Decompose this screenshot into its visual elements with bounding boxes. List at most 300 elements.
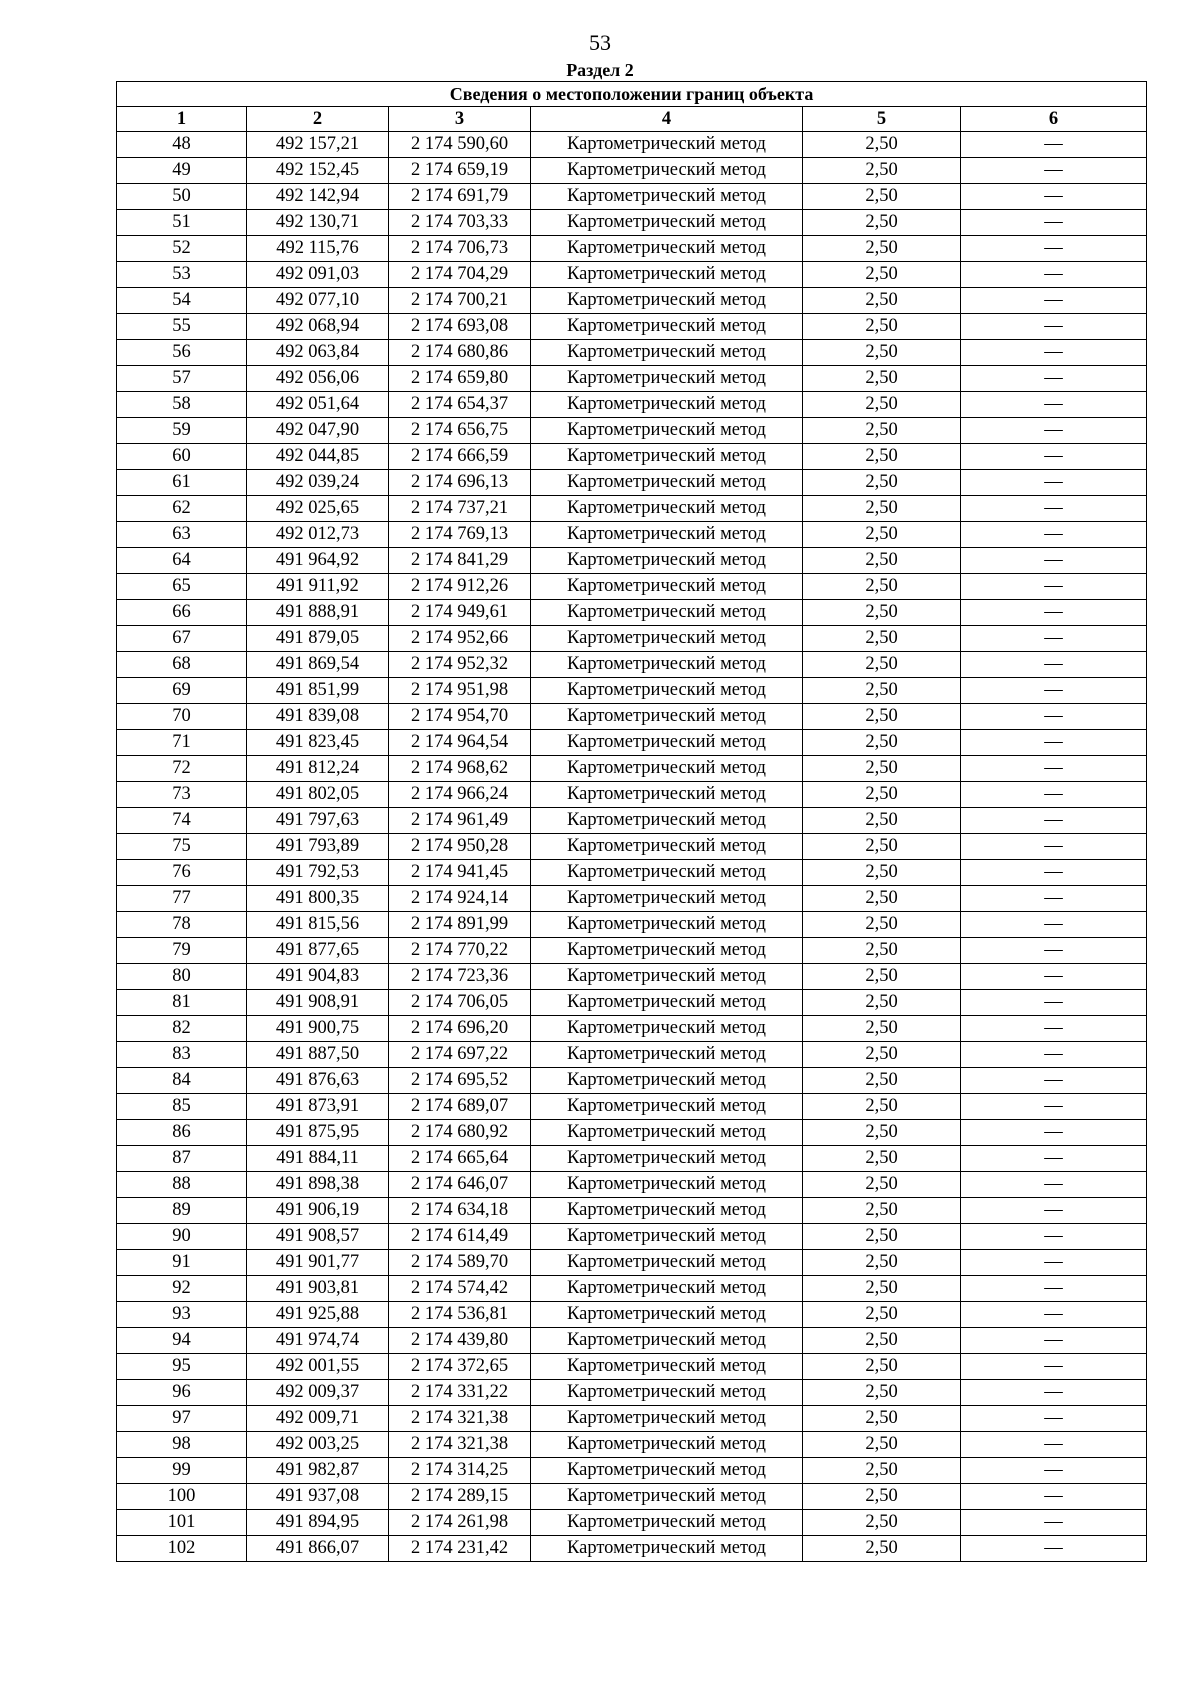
accuracy-cell: 2,50 <box>803 886 961 912</box>
accuracy-cell: 2,50 <box>803 1510 961 1536</box>
point-number-cell: 61 <box>117 470 247 496</box>
x-coordinate-cell: 492 047,90 <box>247 418 389 444</box>
y-coordinate-cell: 2 174 574,42 <box>389 1276 531 1302</box>
x-coordinate-cell: 492 152,45 <box>247 158 389 184</box>
description-cell: — <box>961 1328 1147 1354</box>
x-coordinate-cell: 492 003,25 <box>247 1432 389 1458</box>
point-number-cell: 78 <box>117 912 247 938</box>
description-cell: — <box>961 158 1147 184</box>
accuracy-cell: 2,50 <box>803 730 961 756</box>
description-cell: — <box>961 236 1147 262</box>
method-cell: Картометрический метод <box>531 860 803 886</box>
column-header: 3 <box>389 107 531 132</box>
accuracy-cell: 2,50 <box>803 1068 961 1094</box>
description-cell: — <box>961 1354 1147 1380</box>
table-row <box>117 236 1147 262</box>
point-number-cell: 51 <box>117 210 247 236</box>
description-cell: — <box>961 1484 1147 1510</box>
method-cell: Картометрический метод <box>531 548 803 574</box>
table-row <box>117 990 1147 1016</box>
table-row <box>117 964 1147 990</box>
point-number-cell: 73 <box>117 782 247 808</box>
x-coordinate-cell: 492 063,84 <box>247 340 389 366</box>
table-row <box>117 522 1147 548</box>
method-cell: Картометрический метод <box>531 236 803 262</box>
description-cell: — <box>961 1120 1147 1146</box>
accuracy-cell: 2,50 <box>803 1484 961 1510</box>
accuracy-cell: 2,50 <box>803 210 961 236</box>
x-coordinate-cell: 491 900,75 <box>247 1016 389 1042</box>
point-number-cell: 90 <box>117 1224 247 1250</box>
method-cell: Картометрический метод <box>531 1536 803 1562</box>
table-row <box>117 1380 1147 1406</box>
point-number-cell: 96 <box>117 1380 247 1406</box>
method-cell: Картометрический метод <box>531 262 803 288</box>
description-cell: — <box>961 1510 1147 1536</box>
accuracy-cell: 2,50 <box>803 1458 961 1484</box>
point-number-cell: 49 <box>117 158 247 184</box>
point-number-cell: 76 <box>117 860 247 886</box>
y-coordinate-cell: 2 174 614,49 <box>389 1224 531 1250</box>
x-coordinate-cell: 491 901,77 <box>247 1250 389 1276</box>
table-row <box>117 1536 1147 1562</box>
method-cell: Картометрический метод <box>531 1224 803 1250</box>
description-cell: — <box>961 704 1147 730</box>
y-coordinate-cell: 2 174 261,98 <box>389 1510 531 1536</box>
description-cell: — <box>961 600 1147 626</box>
table-row <box>117 548 1147 574</box>
point-number-cell: 91 <box>117 1250 247 1276</box>
accuracy-cell: 2,50 <box>803 1406 961 1432</box>
table-row <box>117 418 1147 444</box>
table-row <box>117 314 1147 340</box>
table-row <box>117 1484 1147 1510</box>
accuracy-cell: 2,50 <box>803 262 961 288</box>
table-row <box>117 1146 1147 1172</box>
method-cell: Картометрический метод <box>531 1250 803 1276</box>
accuracy-cell: 2,50 <box>803 1432 961 1458</box>
description-cell: — <box>961 548 1147 574</box>
description-cell: — <box>961 1146 1147 1172</box>
table-body <box>117 132 1147 1562</box>
accuracy-cell: 2,50 <box>803 158 961 184</box>
x-coordinate-cell: 491 888,91 <box>247 600 389 626</box>
x-coordinate-cell: 491 879,05 <box>247 626 389 652</box>
method-cell: Картометрический метод <box>531 1042 803 1068</box>
x-coordinate-cell: 491 851,99 <box>247 678 389 704</box>
table-row <box>117 1354 1147 1380</box>
x-coordinate-cell: 491 802,05 <box>247 782 389 808</box>
y-coordinate-cell: 2 174 691,79 <box>389 184 531 210</box>
method-cell: Картометрический метод <box>531 574 803 600</box>
point-number-cell: 64 <box>117 548 247 574</box>
accuracy-cell: 2,50 <box>803 704 961 730</box>
description-cell: — <box>961 1458 1147 1484</box>
table-row <box>117 340 1147 366</box>
table-row <box>117 1120 1147 1146</box>
method-cell: Картометрический метод <box>531 964 803 990</box>
accuracy-cell: 2,50 <box>803 1172 961 1198</box>
table-row <box>117 210 1147 236</box>
table-row <box>117 1458 1147 1484</box>
x-coordinate-cell: 491 911,92 <box>247 574 389 600</box>
accuracy-cell: 2,50 <box>803 912 961 938</box>
method-cell: Картометрический метод <box>531 990 803 1016</box>
table-row <box>117 730 1147 756</box>
description-cell: — <box>961 730 1147 756</box>
method-cell: Картометрический метод <box>531 912 803 938</box>
method-cell: Картометрический метод <box>531 1146 803 1172</box>
y-coordinate-cell: 2 174 589,70 <box>389 1250 531 1276</box>
point-number-cell: 62 <box>117 496 247 522</box>
point-number-cell: 85 <box>117 1094 247 1120</box>
description-cell: — <box>961 392 1147 418</box>
description-cell: — <box>961 444 1147 470</box>
table-row <box>117 184 1147 210</box>
point-number-cell: 63 <box>117 522 247 548</box>
point-number-cell: 84 <box>117 1068 247 1094</box>
accuracy-cell: 2,50 <box>803 626 961 652</box>
y-coordinate-cell: 2 174 231,42 <box>389 1536 531 1562</box>
accuracy-cell: 2,50 <box>803 1536 961 1562</box>
point-number-cell: 93 <box>117 1302 247 1328</box>
method-cell: Картометрический метод <box>531 1406 803 1432</box>
x-coordinate-cell: 492 009,37 <box>247 1380 389 1406</box>
table-row <box>117 1276 1147 1302</box>
table-row <box>117 574 1147 600</box>
x-coordinate-cell: 491 869,54 <box>247 652 389 678</box>
table-row <box>117 444 1147 470</box>
point-number-cell: 58 <box>117 392 247 418</box>
point-number-cell: 102 <box>117 1536 247 1562</box>
method-cell: Картометрический метод <box>531 470 803 496</box>
x-coordinate-cell: 492 157,21 <box>247 132 389 158</box>
x-coordinate-cell: 492 001,55 <box>247 1354 389 1380</box>
description-cell: — <box>961 1406 1147 1432</box>
x-coordinate-cell: 492 039,24 <box>247 470 389 496</box>
y-coordinate-cell: 2 174 314,25 <box>389 1458 531 1484</box>
description-cell: — <box>961 1224 1147 1250</box>
accuracy-cell: 2,50 <box>803 288 961 314</box>
description-cell: — <box>961 912 1147 938</box>
x-coordinate-cell: 492 115,76 <box>247 236 389 262</box>
y-coordinate-cell: 2 174 321,38 <box>389 1406 531 1432</box>
point-number-cell: 60 <box>117 444 247 470</box>
table-row <box>117 1432 1147 1458</box>
description-cell: — <box>961 834 1147 860</box>
y-coordinate-cell: 2 174 289,15 <box>389 1484 531 1510</box>
description-cell: — <box>961 1250 1147 1276</box>
y-coordinate-cell: 2 174 590,60 <box>389 132 531 158</box>
y-coordinate-cell: 2 174 700,21 <box>389 288 531 314</box>
x-coordinate-cell: 491 812,24 <box>247 756 389 782</box>
method-cell: Картометрический метод <box>531 392 803 418</box>
method-cell: Картометрический метод <box>531 1198 803 1224</box>
table-row <box>117 1198 1147 1224</box>
point-number-cell: 55 <box>117 314 247 340</box>
y-coordinate-cell: 2 174 680,92 <box>389 1120 531 1146</box>
method-cell: Картометрический метод <box>531 1016 803 1042</box>
description-cell: — <box>961 1432 1147 1458</box>
accuracy-cell: 2,50 <box>803 366 961 392</box>
x-coordinate-cell: 491 876,63 <box>247 1068 389 1094</box>
description-cell: — <box>961 964 1147 990</box>
table-row <box>117 1042 1147 1068</box>
y-coordinate-cell: 2 174 954,70 <box>389 704 531 730</box>
y-coordinate-cell: 2 174 680,86 <box>389 340 531 366</box>
x-coordinate-cell: 492 068,94 <box>247 314 389 340</box>
method-cell: Картометрический метод <box>531 1120 803 1146</box>
table-row <box>117 1302 1147 1328</box>
y-coordinate-cell: 2 174 941,45 <box>389 860 531 886</box>
y-coordinate-cell: 2 174 968,62 <box>389 756 531 782</box>
table-row <box>117 626 1147 652</box>
table-row <box>117 782 1147 808</box>
method-cell: Картометрический метод <box>531 730 803 756</box>
y-coordinate-cell: 2 174 321,38 <box>389 1432 531 1458</box>
table-row <box>117 600 1147 626</box>
method-cell: Картометрический метод <box>531 158 803 184</box>
x-coordinate-cell: 491 904,83 <box>247 964 389 990</box>
accuracy-cell: 2,50 <box>803 444 961 470</box>
point-number-cell: 53 <box>117 262 247 288</box>
description-cell: — <box>961 418 1147 444</box>
x-coordinate-cell: 492 056,06 <box>247 366 389 392</box>
y-coordinate-cell: 2 174 770,22 <box>389 938 531 964</box>
x-coordinate-cell: 491 884,11 <box>247 1146 389 1172</box>
table-row <box>117 132 1147 158</box>
method-cell: Картометрический метод <box>531 808 803 834</box>
point-number-cell: 77 <box>117 886 247 912</box>
accuracy-cell: 2,50 <box>803 756 961 782</box>
method-cell: Картометрический метод <box>531 886 803 912</box>
y-coordinate-cell: 2 174 439,80 <box>389 1328 531 1354</box>
description-cell: — <box>961 860 1147 886</box>
point-number-cell: 48 <box>117 132 247 158</box>
accuracy-cell: 2,50 <box>803 1250 961 1276</box>
y-coordinate-cell: 2 174 951,98 <box>389 678 531 704</box>
x-coordinate-cell: 492 091,03 <box>247 262 389 288</box>
method-cell: Картометрический метод <box>531 678 803 704</box>
x-coordinate-cell: 492 025,65 <box>247 496 389 522</box>
y-coordinate-cell: 2 174 961,49 <box>389 808 531 834</box>
column-header: 2 <box>247 107 389 132</box>
y-coordinate-cell: 2 174 659,80 <box>389 366 531 392</box>
x-coordinate-cell: 491 906,19 <box>247 1198 389 1224</box>
method-cell: Картометрический метод <box>531 132 803 158</box>
page-number: 53 <box>589 30 611 55</box>
method-cell: Картометрический метод <box>531 1380 803 1406</box>
accuracy-cell: 2,50 <box>803 418 961 444</box>
description-cell: — <box>961 1094 1147 1120</box>
description-cell: — <box>961 1172 1147 1198</box>
y-coordinate-cell: 2 174 723,36 <box>389 964 531 990</box>
method-cell: Картометрический метод <box>531 522 803 548</box>
accuracy-cell: 2,50 <box>803 1146 961 1172</box>
y-coordinate-cell: 2 174 697,22 <box>389 1042 531 1068</box>
x-coordinate-cell: 491 894,95 <box>247 1510 389 1536</box>
y-coordinate-cell: 2 174 659,19 <box>389 158 531 184</box>
point-number-cell: 79 <box>117 938 247 964</box>
table-row <box>117 756 1147 782</box>
x-coordinate-cell: 492 077,10 <box>247 288 389 314</box>
x-coordinate-cell: 491 887,50 <box>247 1042 389 1068</box>
x-coordinate-cell: 491 793,89 <box>247 834 389 860</box>
description-cell: — <box>961 626 1147 652</box>
y-coordinate-cell: 2 174 964,54 <box>389 730 531 756</box>
accuracy-cell: 2,50 <box>803 314 961 340</box>
point-number-cell: 81 <box>117 990 247 1016</box>
point-number-cell: 89 <box>117 1198 247 1224</box>
point-number-cell: 94 <box>117 1328 247 1354</box>
y-coordinate-cell: 2 174 769,13 <box>389 522 531 548</box>
table-row <box>117 1224 1147 1250</box>
y-coordinate-cell: 2 174 536,81 <box>389 1302 531 1328</box>
accuracy-cell: 2,50 <box>803 652 961 678</box>
accuracy-cell: 2,50 <box>803 184 961 210</box>
method-cell: Картометрический метод <box>531 496 803 522</box>
accuracy-cell: 2,50 <box>803 392 961 418</box>
accuracy-cell: 2,50 <box>803 548 961 574</box>
method-cell: Картометрический метод <box>531 1172 803 1198</box>
y-coordinate-cell: 2 174 696,20 <box>389 1016 531 1042</box>
accuracy-cell: 2,50 <box>803 1276 961 1302</box>
description-cell: — <box>961 1068 1147 1094</box>
table-row <box>117 1094 1147 1120</box>
point-number-cell: 80 <box>117 964 247 990</box>
point-number-cell: 83 <box>117 1042 247 1068</box>
accuracy-cell: 2,50 <box>803 808 961 834</box>
point-number-cell: 100 <box>117 1484 247 1510</box>
accuracy-cell: 2,50 <box>803 834 961 860</box>
description-cell: — <box>961 1276 1147 1302</box>
description-cell: — <box>961 470 1147 496</box>
x-coordinate-cell: 491 982,87 <box>247 1458 389 1484</box>
point-number-cell: 69 <box>117 678 247 704</box>
point-number-cell: 82 <box>117 1016 247 1042</box>
y-coordinate-cell: 2 174 966,24 <box>389 782 531 808</box>
y-coordinate-cell: 2 174 331,22 <box>389 1380 531 1406</box>
y-coordinate-cell: 2 174 696,13 <box>389 470 531 496</box>
description-cell: — <box>961 340 1147 366</box>
point-number-cell: 66 <box>117 600 247 626</box>
y-coordinate-cell: 2 174 656,75 <box>389 418 531 444</box>
description-cell: — <box>961 262 1147 288</box>
column-header: 5 <box>803 107 961 132</box>
point-number-cell: 54 <box>117 288 247 314</box>
table-row <box>117 1172 1147 1198</box>
x-coordinate-cell: 492 012,73 <box>247 522 389 548</box>
method-cell: Картометрический метод <box>531 1458 803 1484</box>
point-number-cell: 50 <box>117 184 247 210</box>
description-cell: — <box>961 1536 1147 1562</box>
x-coordinate-cell: 491 875,95 <box>247 1120 389 1146</box>
y-coordinate-cell: 2 174 693,08 <box>389 314 531 340</box>
y-coordinate-cell: 2 174 924,14 <box>389 886 531 912</box>
method-cell: Картометрический метод <box>531 184 803 210</box>
accuracy-cell: 2,50 <box>803 236 961 262</box>
accuracy-cell: 2,50 <box>803 574 961 600</box>
x-coordinate-cell: 492 044,85 <box>247 444 389 470</box>
x-coordinate-cell: 491 839,08 <box>247 704 389 730</box>
y-coordinate-cell: 2 174 704,29 <box>389 262 531 288</box>
x-coordinate-cell: 491 873,91 <box>247 1094 389 1120</box>
column-header: 4 <box>531 107 803 132</box>
y-coordinate-cell: 2 174 952,32 <box>389 652 531 678</box>
y-coordinate-cell: 2 174 841,29 <box>389 548 531 574</box>
method-cell: Картометрический метод <box>531 1328 803 1354</box>
point-number-cell: 99 <box>117 1458 247 1484</box>
method-cell: Картометрический метод <box>531 288 803 314</box>
description-cell: — <box>961 288 1147 314</box>
point-number-cell: 86 <box>117 1120 247 1146</box>
description-cell: — <box>961 574 1147 600</box>
point-number-cell: 92 <box>117 1276 247 1302</box>
description-cell: — <box>961 808 1147 834</box>
table-row <box>117 470 1147 496</box>
table-row <box>117 288 1147 314</box>
y-coordinate-cell: 2 174 703,33 <box>389 210 531 236</box>
point-number-cell: 56 <box>117 340 247 366</box>
x-coordinate-cell: 491 937,08 <box>247 1484 389 1510</box>
method-cell: Картометрический метод <box>531 1068 803 1094</box>
accuracy-cell: 2,50 <box>803 964 961 990</box>
accuracy-cell: 2,50 <box>803 1302 961 1328</box>
y-coordinate-cell: 2 174 950,28 <box>389 834 531 860</box>
x-coordinate-cell: 491 792,53 <box>247 860 389 886</box>
y-coordinate-cell: 2 174 666,59 <box>389 444 531 470</box>
description-cell: — <box>961 366 1147 392</box>
table-row <box>117 262 1147 288</box>
accuracy-cell: 2,50 <box>803 470 961 496</box>
point-number-cell: 68 <box>117 652 247 678</box>
point-number-cell: 95 <box>117 1354 247 1380</box>
point-number-cell: 101 <box>117 1510 247 1536</box>
table-row <box>117 392 1147 418</box>
accuracy-cell: 2,50 <box>803 1120 961 1146</box>
point-number-cell: 52 <box>117 236 247 262</box>
description-cell: — <box>961 1302 1147 1328</box>
method-cell: Картометрический метод <box>531 366 803 392</box>
accuracy-cell: 2,50 <box>803 1016 961 1042</box>
accuracy-cell: 2,50 <box>803 1354 961 1380</box>
method-cell: Картометрический метод <box>531 210 803 236</box>
column-header-row <box>117 107 1147 132</box>
description-cell: — <box>961 522 1147 548</box>
table-row <box>117 1510 1147 1536</box>
point-number-cell: 97 <box>117 1406 247 1432</box>
description-cell: — <box>961 990 1147 1016</box>
table-row <box>117 912 1147 938</box>
description-cell: — <box>961 1042 1147 1068</box>
method-cell: Картометрический метод <box>531 652 803 678</box>
y-coordinate-cell: 2 174 912,26 <box>389 574 531 600</box>
method-cell: Картометрический метод <box>531 704 803 730</box>
description-cell: — <box>961 210 1147 236</box>
x-coordinate-cell: 492 009,71 <box>247 1406 389 1432</box>
description-cell: — <box>961 132 1147 158</box>
accuracy-cell: 2,50 <box>803 1224 961 1250</box>
accuracy-cell: 2,50 <box>803 1042 961 1068</box>
table-row <box>117 652 1147 678</box>
point-number-cell: 70 <box>117 704 247 730</box>
x-coordinate-cell: 491 964,92 <box>247 548 389 574</box>
x-coordinate-cell: 491 877,65 <box>247 938 389 964</box>
description-cell: — <box>961 782 1147 808</box>
description-cell: — <box>961 1198 1147 1224</box>
point-number-cell: 59 <box>117 418 247 444</box>
x-coordinate-cell: 491 866,07 <box>247 1536 389 1562</box>
